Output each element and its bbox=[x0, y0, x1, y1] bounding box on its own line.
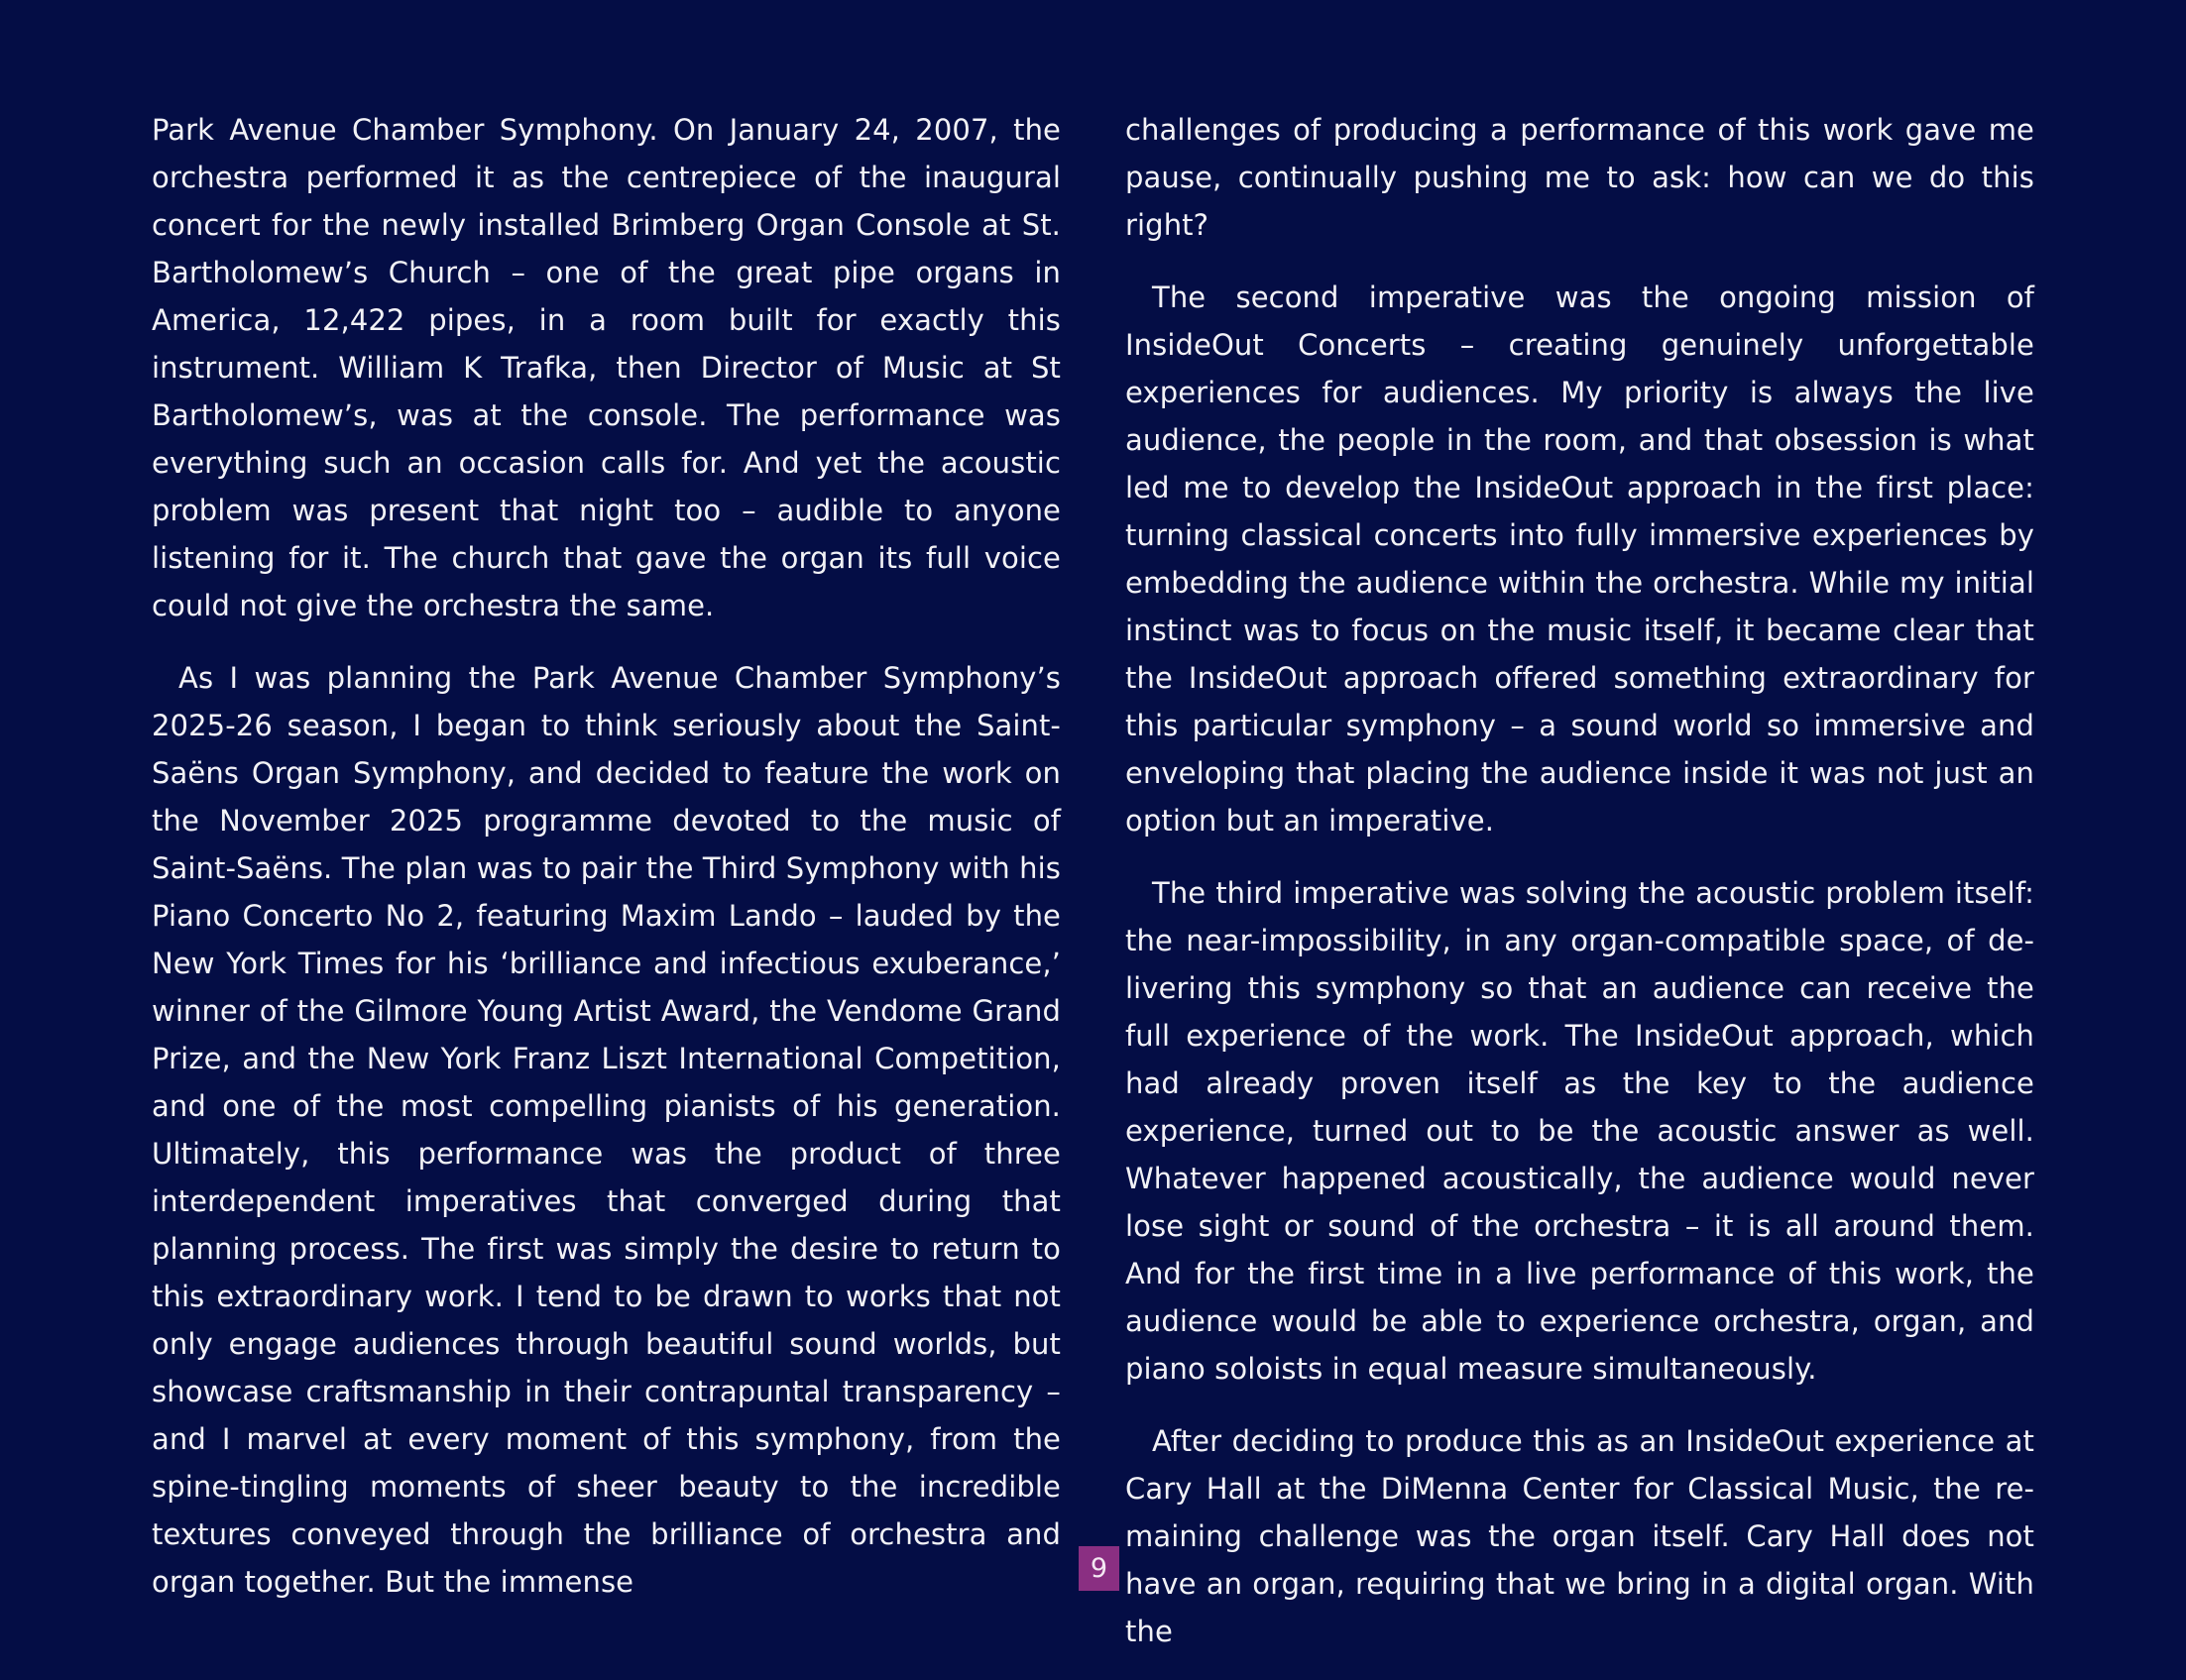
left-text-column bbox=[152, 106, 1061, 1630]
paragraph: The second imperative was the ongoing mission of InsideOut Concerts – creating genuinely unforgettable experiences for audiences. My priority is always the live audience, the people in the room, and that obsession is what led me to develop the InsideOut approach in the first place: turning classical concerts into fully immersive experiences by embedding the audience within the orchestra. While my initial instinct was to focus on the music itself, it became clear that the InsideOut approach offered something extraordinary for this particular symphony – a sound world so immersive and enveloping that placing the audience inside it was not just an option but an imperative. bbox=[1125, 280, 2034, 838]
paragraph: After deciding to produce this as an InsideOut experience at Cary Hall at the DiMenna Center for Classical Music, the remaining challenge was the organ itself. Cary Hall does not have an organ, requiring that we bring in a digital organ. With the bbox=[1125, 1424, 2034, 1648]
paragraph: As I was planning the Park Avenue Chamber Symphony’s 2025-26 season, I began to think seriously about the Saint-Saëns Organ Symphony, and decided to feature the work on the November 2025 programme devoted to the music of Saint-Saëns. The plan was to pair the Third Symphony with his Piano Concerto No 2, featuring Maxim Lando – lauded by the New York Times for his ‘brilliance and infectious exuberance,’ winner of the Gilmore Young Artist Award, the Vendome Grand Prize, and the New York Franz Liszt International Competition, and one of the most compelling pianists of his generation. Ultimately, this performance was the product of three interdependent imperatives that converged during that planning process. The first was simply the desire to return to this extraordinary work. I tend to be drawn to works that not only engage audiences through beautiful sound worlds, but showcase craftsmanship in their contrapuntal transparency – and I marvel at every moment of this symphony, from the spine-tingling moments of sheer beauty to the incredible textures conveyed through the brilliance of orchestra and organ together. But the immense bbox=[152, 661, 1061, 1599]
right-text-column bbox=[1125, 106, 2034, 1680]
paragraph: challenges of producing a performance of this work gave me pause, continually pushing me to ask: how can we do this right? bbox=[1125, 113, 2034, 242]
page-number-badge: 9 bbox=[1079, 1546, 1119, 1591]
paragraph: The third imperative was solving the acoustic problem itself: the near-impossibility, in any organ-compatible space, of delivering this symphony so that an audience can receive the full experience of the work. The InsideOut approach, which had already proven itself as the key to the audience experience, turned out to be the acoustic answer as well. Whatever happened acoustically, the audience would never lose sight or sound of the orchestra – it is all around them. And for the first time in a live performance of this work, the audience would be able to experience orchestra, organ, and piano soloists in equal measure simultaneously. bbox=[1125, 876, 2034, 1386]
paragraph: Park Avenue Chamber Symphony. On January 24, 2007, the orchestra performed it as the centrepiece of the inaugural concert for the newly installed Brimberg Organ Console at St. Bartholomew’s Church – one of the great pipe organs in America, 12,422 pipes, in a room built for exactly this instrument. William K Trafka, then Director of Music at St Bartholomew’s, was at the console. The performance was everything such an occasion calls for. And yet the acoustic problem was present that night too – audible to anyone listening for it. The church that gave the organ its full voice could not give the orchestra the same. bbox=[152, 113, 1061, 622]
